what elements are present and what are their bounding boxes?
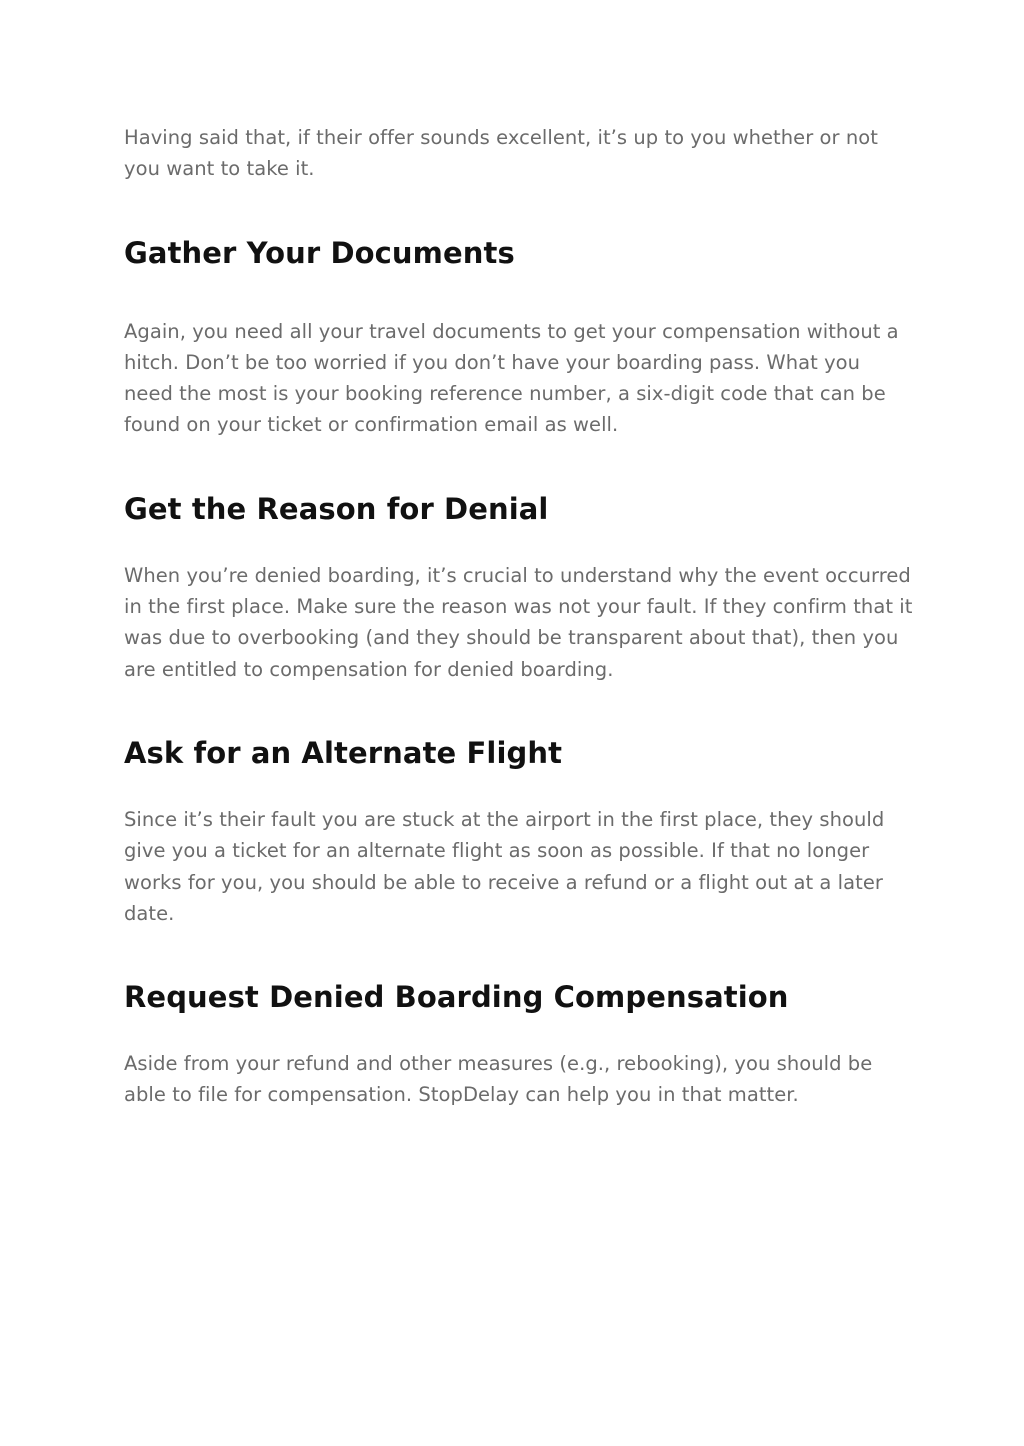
- section-heading-alternate-flight: Ask for an Alternate Flight: [124, 735, 563, 770]
- section-heading-reason-for-denial: Get the Reason for Denial: [124, 491, 549, 526]
- document-page: [124, 122, 914, 1111]
- section-body-gather-documents: Again, you need all your travel documents to get your compensation without a hitch. Don’t be too worried if you don’t have your boarding pass. What you need the most is your booking reference number, a six-digit code that can be found on your ticket or confirmation email as well.: [124, 319, 899, 437]
- intro-paragraph: Having said that, if their offer sounds excellent, it’s up to you whether or not you want to take it.: [124, 126, 878, 181]
- section-body-request-compensation: Aside from your refund and other measures (e.g., rebooking), you should be able to file for compensation. StopDelay can help you in that matter.: [124, 1052, 873, 1107]
- section-heading-gather-documents: Gather Your Documents: [124, 235, 515, 270]
- section-body-reason-for-denial: When you’re denied boarding, it’s crucial to understand why the event occurred in the first place. Make sure the reason was not your fault. If they confirm that it was due to overbooking (and they should be transparent about that), then you are entitled to compensation for denied boarding.: [124, 563, 913, 681]
- section-heading-request-compensation: Request Denied Boarding Compensation: [124, 980, 789, 1015]
- section-body-alternate-flight: Since it’s their fault you are stuck at the airport in the first place, they should give you a ticket for an alternate flight as soon as possible. If that no longer works for you, you should be able to receive a refund or a flight out at a later date.: [124, 807, 885, 925]
